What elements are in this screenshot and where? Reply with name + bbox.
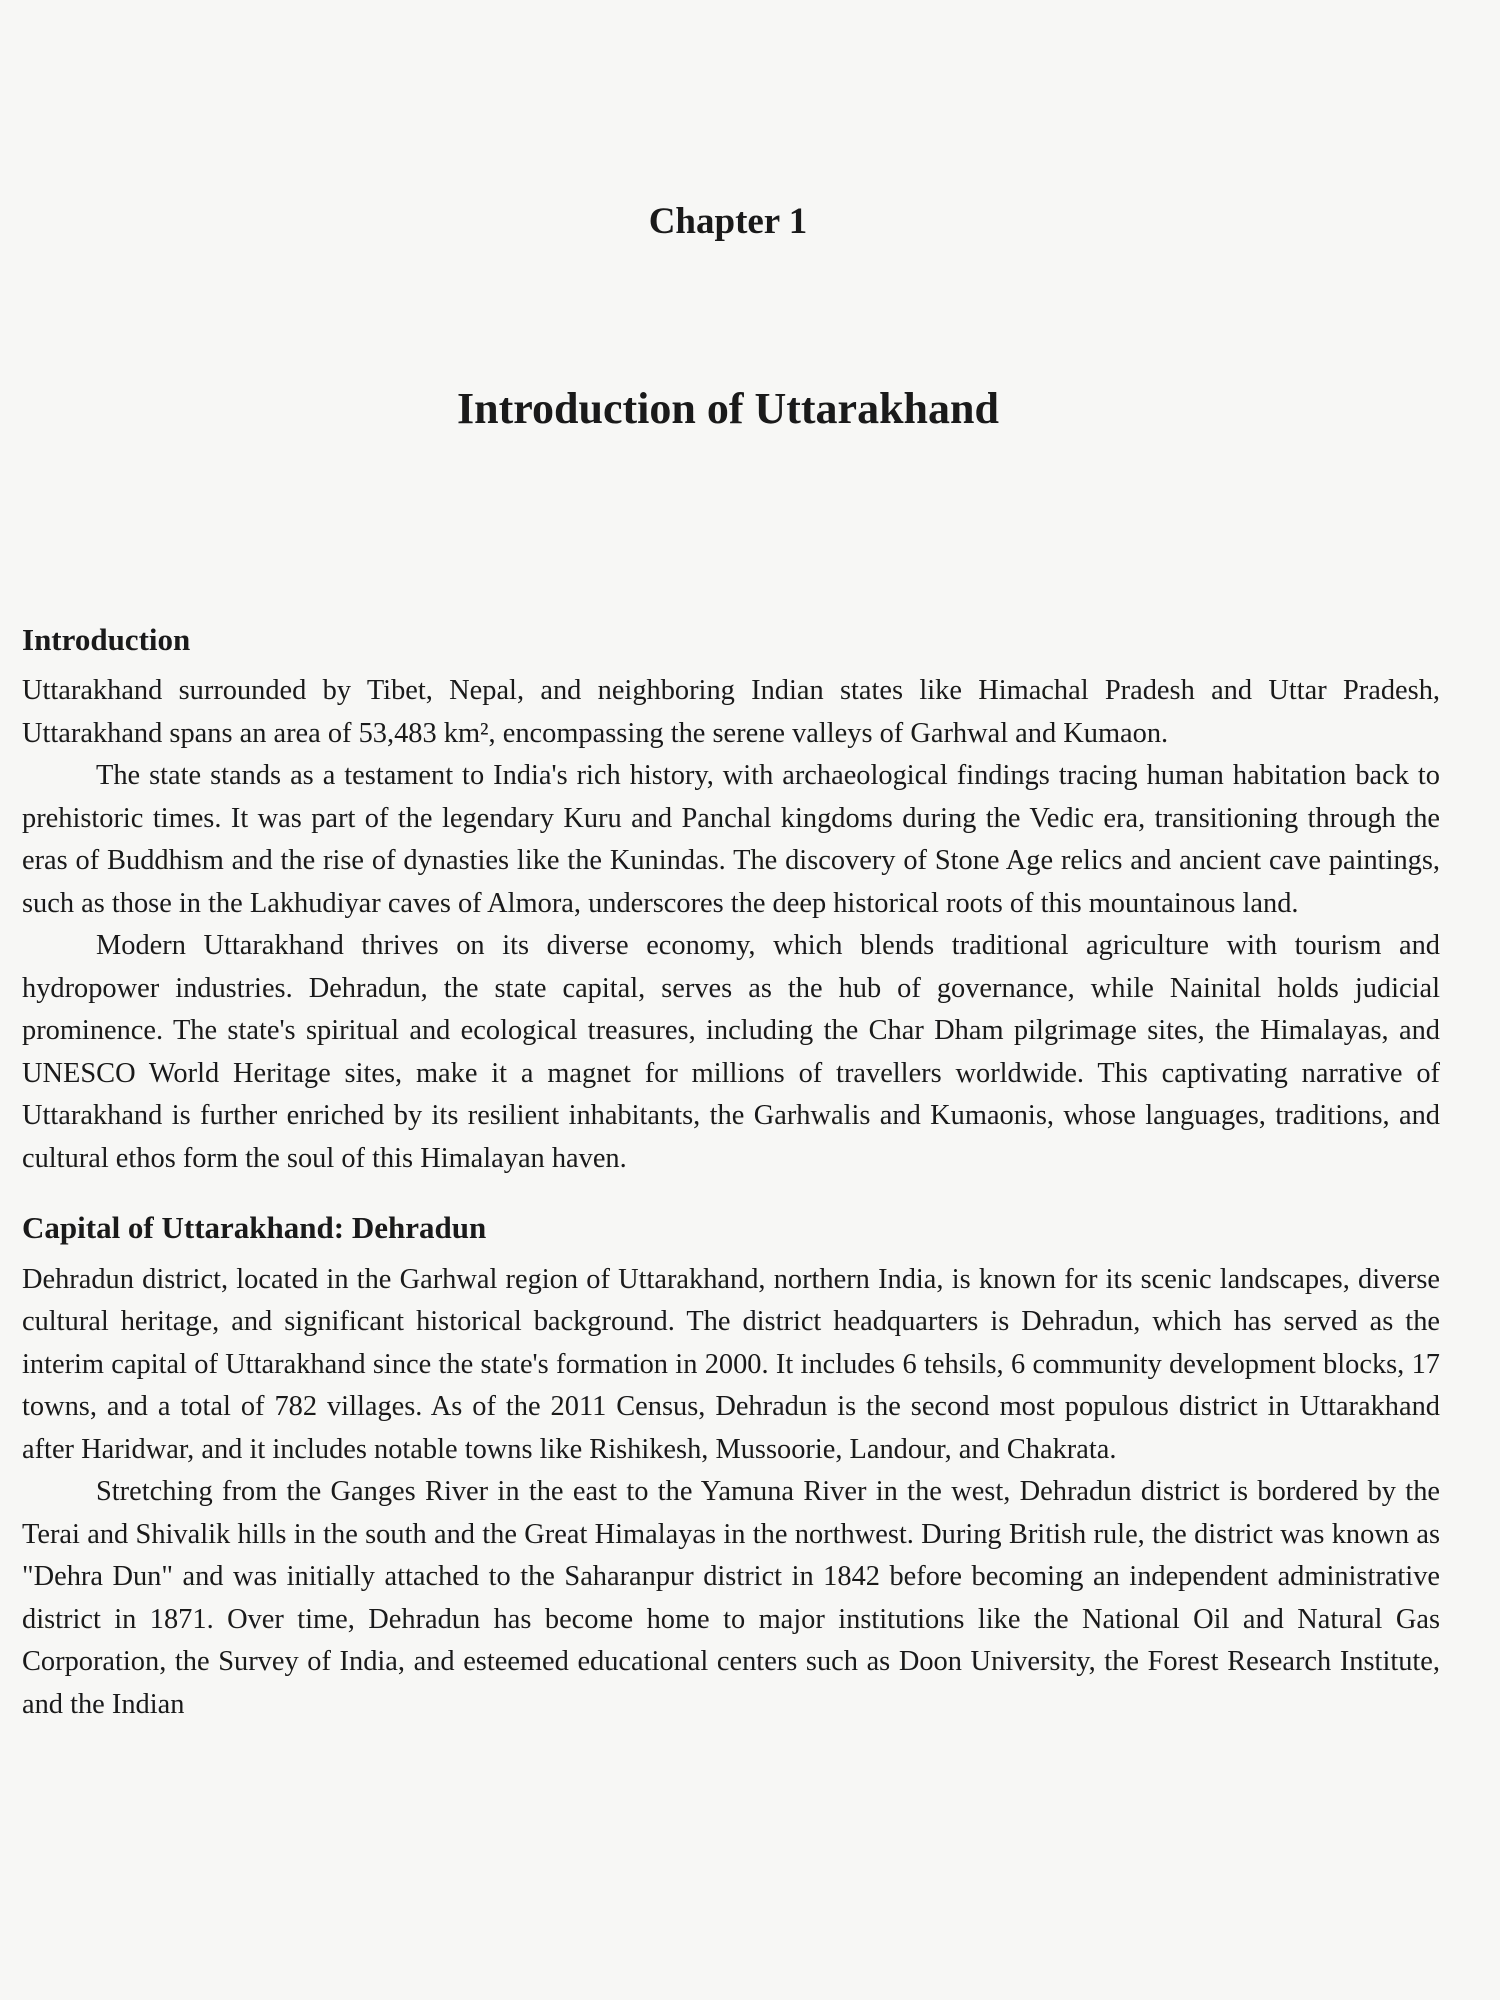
section-heading: Introduction [22, 622, 191, 657]
paragraph: Dehradun district, located in the Garhwal region of Uttarakhand, northern India, is known for its scenic landscapes, diverse cultural heritage, and significant historical background. The district headquarters is Dehradun, which has served as the interim capital of Uttarakhand since the state's formation in 2000. It includes 6 tehsils, 6 community development blocks, 17 towns, and a total of 782 villages. As of the 2011 Census, Dehradun is the second most populous district in Uttarakhand after Haridwar, and it includes notable towns like Rishikesh, Mussoorie, Landour, and Chakrata. [22, 1263, 1440, 1465]
paragraph: Stretching from the Ganges River in the east to the Yamuna River in the west, Dehradun district is bordered by the Terai and Shivalik hills in the south and the Great Himalayas in the northwest. During British rule, the district was known as "Dehra Dun" and was initially attached to the Saharanpur district in 1842 before becoming an independent administrative district in 1871. Over time, Dehradun has become home to major institutions like the National Oil and Natural Gas Corporation, the Survey of India, and esteemed educational centers such as Doon University, the Forest Research Institute, and the Indian [22, 1476, 1440, 1720]
page-body [22, 620, 1440, 1726]
section-capital-dehradun [22, 1208, 1440, 1726]
paragraph: Uttarakhand surrounded by Tibet, Nepal, and neighboring Indian states like Himachal Pradesh and Uttar Pradesh, Uttarakhand spans an area of 53,483 km², encompassing the serene valleys of Garhwal and Kumaon. [22, 675, 1440, 749]
chapter-title: Introduction of Uttarakhand [457, 384, 999, 433]
section-heading: Capital of Uttarakhand: Dehradun [22, 1210, 487, 1246]
chapter-number: Chapter 1 [648, 201, 808, 242]
section-introduction [22, 620, 1440, 1180]
paragraph: The state stands as a testament to India's rich history, with archaeological findings tracing human habitation back to prehistoric times. It was part of the legendary Kuru and Panchal kingdoms during the Vedic era, transitioning through the eras of Buddhism and the rise of dynasties like the Kunindas. The discovery of Stone Age relics and ancient cave paintings, such as those in the Lakhudiyar caves of Almora, underscores the deep historical roots of this mountainous land. [22, 760, 1440, 919]
paragraph: Modern Uttarakhand thrives on its diverse economy, which blends traditional agriculture with tourism and hydropower industries. Dehradun, the state capital, serves as the hub of governance, while Nainital holds judicial prominence. The state's spiritual and ecological treasures, including the Char Dham pilgrimage sites, the Himalayas, and UNESCO World Heritage sites, make it a magnet for millions of travellers worldwide. This captivating narrative of Uttarakhand is further enriched by its resilient inhabitants, the Garhwalis and Kumaonis, whose languages, traditions, and cultural ethos form the soul of this Himalayan haven. [22, 930, 1440, 1174]
